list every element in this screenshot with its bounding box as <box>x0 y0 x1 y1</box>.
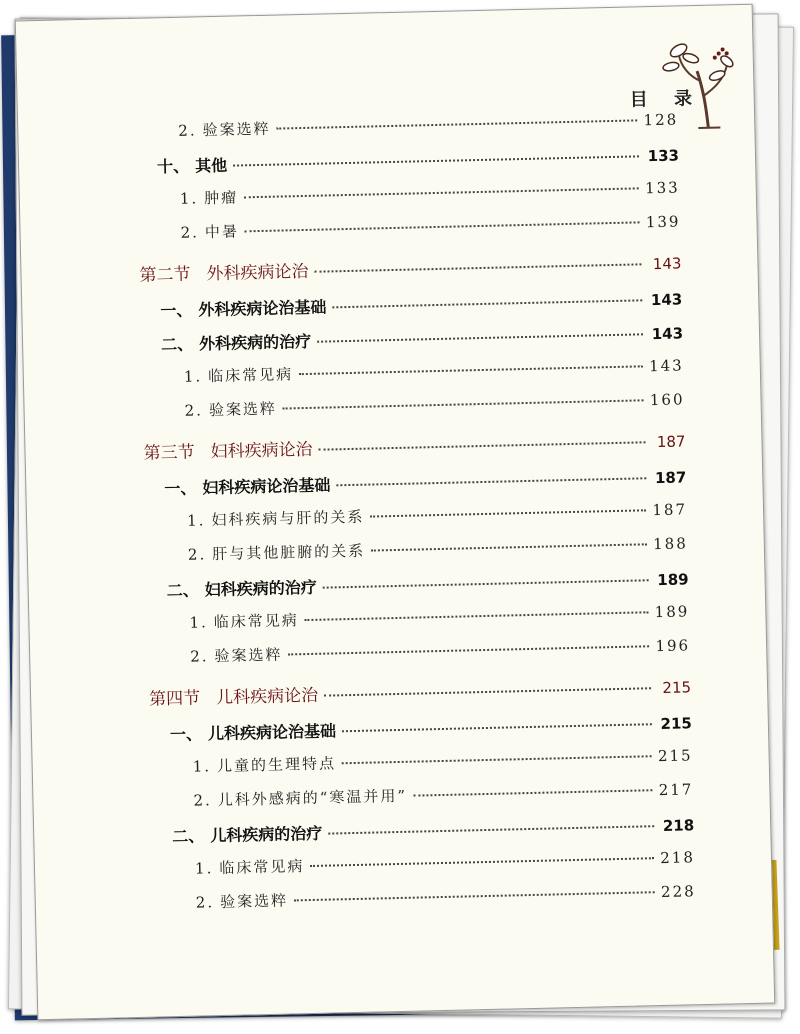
toc-dot-leader <box>305 611 649 621</box>
header-title: 目 录 <box>629 87 703 111</box>
toc-entry <box>160 286 682 321</box>
toc-entry-label: 验案选粹 <box>208 399 278 420</box>
toc-entry <box>193 778 693 810</box>
toc-entry <box>184 354 684 386</box>
toc-dot-leader <box>370 509 646 517</box>
toc-dot-leader <box>244 187 639 198</box>
toc-entry-label: 儿科疾病论治基础 <box>207 721 337 744</box>
toc-entry <box>170 710 692 745</box>
toc-entry <box>164 464 686 499</box>
toc-dot-leader <box>328 825 654 834</box>
toc-entry-number: 第四节 <box>148 688 201 710</box>
toc-entry-number: 二、 <box>172 826 205 847</box>
toc-entry <box>172 812 694 847</box>
toc-entry-number: 2. <box>184 401 204 420</box>
toc-entry-label: 临床常见病 <box>207 365 294 386</box>
toc-entry-number: 十、 <box>156 156 190 177</box>
toc-page-number: 133 <box>644 178 680 198</box>
toc-entry-number: 1. <box>179 189 199 208</box>
toc-entry-number: 一、 <box>164 478 197 499</box>
toc-entry-label: 外科疾病论治基础 <box>198 297 327 320</box>
toc-page-number: 143 <box>651 324 684 344</box>
toc-entry-label: 中暑 <box>204 222 240 242</box>
toc-entry-number: 2. <box>180 223 200 242</box>
toc-page-number: 189 <box>657 570 689 590</box>
toc-entry-number: 第三节 <box>143 442 195 464</box>
toc-dot-leader <box>277 119 638 129</box>
toc-page-number: 128 <box>643 110 679 130</box>
toc-entry-number: 二、 <box>166 580 199 601</box>
toc-entry-label: 儿科外感病的“寒温并用” <box>217 786 408 810</box>
toc-entry-label: 验案选粹 <box>214 645 283 666</box>
toc-entry <box>178 108 678 140</box>
toc-entry <box>190 634 690 666</box>
toc-dot-leader <box>323 579 649 588</box>
toc-dot-leader <box>342 723 652 732</box>
toc-entry <box>196 880 696 912</box>
toc-entry <box>189 600 689 632</box>
toc-entry-label: 儿童的生理特点 <box>216 754 337 776</box>
toc-dot-leader <box>294 891 655 901</box>
toc-entry <box>166 566 688 601</box>
toc-page-number: 187 <box>652 500 688 520</box>
toc-entry <box>195 846 695 878</box>
toc-page-number: 187 <box>656 432 686 452</box>
toc-page-number: 218 <box>662 816 695 836</box>
toc-entry-label: 儿科疾病论治 <box>215 685 319 709</box>
toc-dot-leader <box>233 155 639 166</box>
toc-entry-number: 1. <box>192 757 212 776</box>
toc-entry-label: 妇科疾病论治基础 <box>202 475 331 498</box>
toc-entry <box>143 426 685 463</box>
toc-entry <box>157 142 679 177</box>
toc-page-number: 217 <box>658 780 694 800</box>
toc-entry-label: 妇科疾病论治 <box>210 439 313 463</box>
toc-entry-number: 一、 <box>169 724 203 745</box>
toc-page-number: 196 <box>655 636 691 656</box>
toc-dot-leader <box>289 645 650 655</box>
toc-entry-label: 验案选粹 <box>219 891 289 912</box>
toc-page-number: 215 <box>657 746 693 766</box>
toc-entry-label: 外科疾病的治疗 <box>198 331 312 354</box>
toc-page-number: 188 <box>652 534 688 554</box>
toc-dot-leader <box>310 857 654 867</box>
toc-entry-label: 验案选粹 <box>202 119 271 140</box>
toc-entry <box>187 498 687 530</box>
toc-entry-number: 2. <box>193 791 213 810</box>
toc-entry-number: 2. <box>187 545 207 564</box>
toc-dot-leader <box>413 789 653 796</box>
toc-page-number: 215 <box>662 678 692 697</box>
toc-entry-label: 其他 <box>194 155 228 176</box>
toc-entry <box>149 672 691 709</box>
toc-entry-number: 1. <box>194 859 214 878</box>
toc-entry-label: 外科疾病论治 <box>206 261 309 285</box>
toc-entry <box>161 320 683 355</box>
toc-page-number: 133 <box>647 146 680 166</box>
toc-dot-leader <box>317 333 643 342</box>
toc-page-number: 218 <box>660 848 696 868</box>
toc-entry-number: 1. <box>183 367 203 386</box>
toc-entry-label: 儿科疾病的治疗 <box>210 823 323 846</box>
toc-dot-leader <box>315 263 642 272</box>
toc-dot-leader <box>371 543 647 551</box>
toc-entry-number: 1. <box>186 511 206 530</box>
toc-page-number: 139 <box>645 212 681 232</box>
toc-page-number: 143 <box>652 254 682 274</box>
toc-dot-leader <box>324 687 651 696</box>
toc-page-number: 228 <box>660 882 696 902</box>
toc-entry-number: 2. <box>195 893 215 912</box>
toc-page-number: 160 <box>649 390 685 410</box>
toc-entry-number: 第二节 <box>139 264 191 286</box>
toc-entry-number: 1. <box>189 613 208 632</box>
toc-entry-label: 肿瘤 <box>203 188 239 208</box>
toc-entry <box>188 532 688 564</box>
toc-dot-leader <box>332 299 642 308</box>
toc-entry <box>180 176 680 208</box>
toc-dot-leader <box>299 365 643 375</box>
toc-page <box>15 4 775 1020</box>
toc-page-number: 143 <box>648 356 684 376</box>
toc-entry-number: 2. <box>178 121 197 140</box>
toc-entry <box>184 388 684 420</box>
toc-entry-label: 临床常见病 <box>219 857 305 878</box>
toc-entry <box>192 744 692 776</box>
toc-entry <box>180 210 680 242</box>
toc-entry-number: 一、 <box>160 300 193 321</box>
toc-entry <box>139 248 681 285</box>
toc-dot-leader <box>336 477 646 486</box>
toc-dot-leader <box>319 441 646 450</box>
toc-page-number: 187 <box>654 468 687 488</box>
toc-dot-leader <box>245 221 640 232</box>
toc-page-number: 143 <box>650 290 683 310</box>
toc-entry-label: 肝与其他脏腑的关系 <box>212 541 366 564</box>
toc-entry-label: 妇科疾病的治疗 <box>204 577 317 600</box>
toc-dot-leader <box>342 755 652 764</box>
toc-page-number: 189 <box>654 602 690 622</box>
toc-dot-leader <box>283 399 644 409</box>
toc-entry-number: 二、 <box>160 334 194 355</box>
toc-entry-label: 妇科疾病与肝的关系 <box>211 507 365 530</box>
toc-entry-number: 2. <box>190 647 209 666</box>
toc-page-number: 215 <box>660 714 693 734</box>
toc-entry-label: 临床常见病 <box>213 611 299 632</box>
